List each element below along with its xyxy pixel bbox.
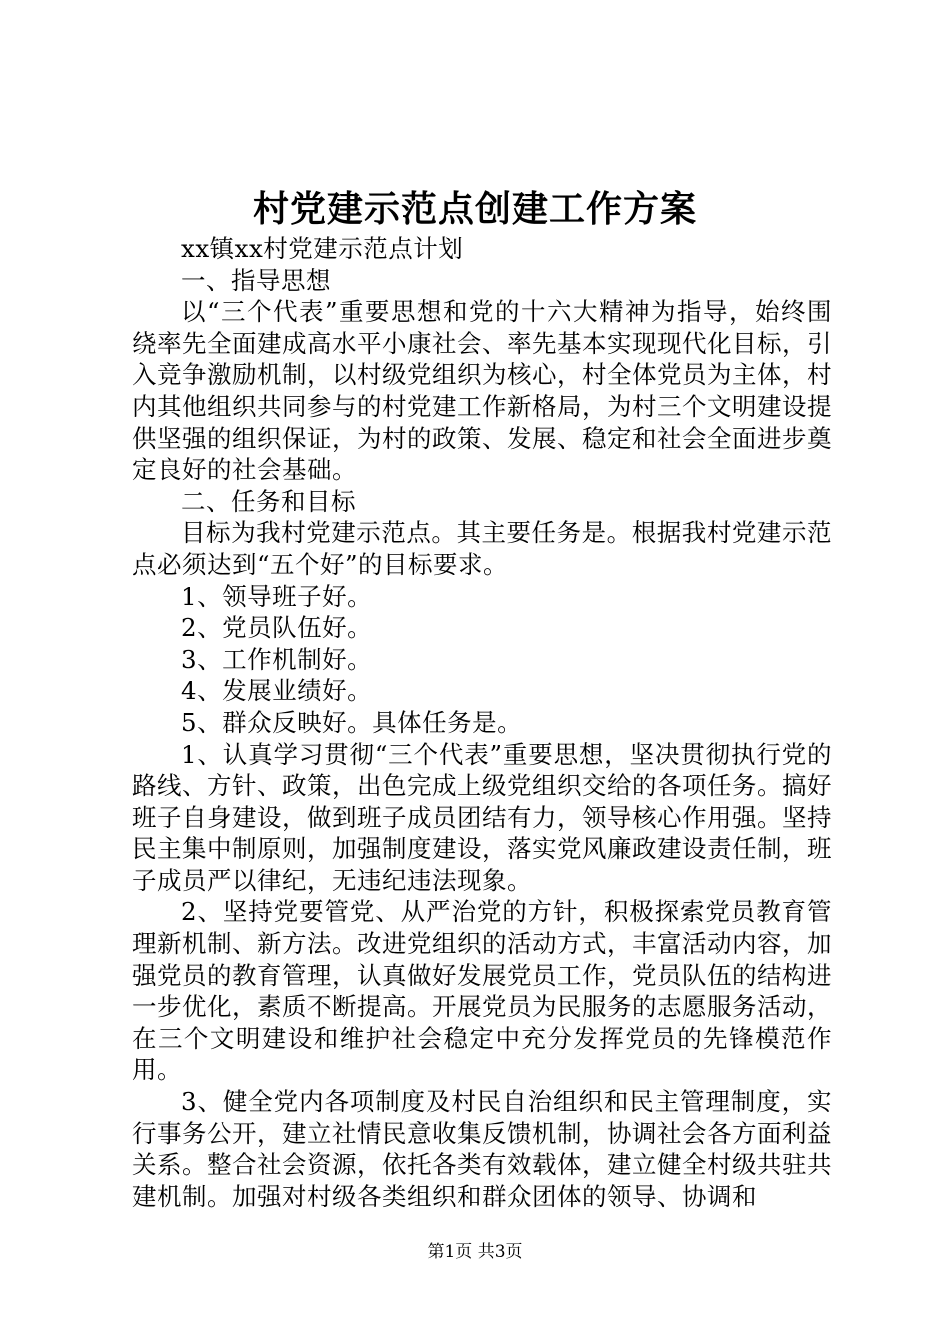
list-item-goal-1: 1、领导班子好。 [181,581,373,611]
paragraph-task-3: 3、健全党内各项制度及村民自治组织和民主管理制度，实行事务公开，建立社情民意收集反馈机制，协调社会各方面利益关系。整合社会资源，依托各类有效载体，建立健全村级共驻共建机制。加强对村级各类组织和群众团体的领导、协调和 [132,1087,832,1211]
list-item-goal-4: 4、发展业绩好。 [181,676,373,706]
paragraph-guiding-ideology: 以“三个代表”重要思想和党的十六大精神为指导，始终围绕率先全面建成高水平小康社会、率先基本实现现代化目标，引入竞争激励机制，以村级党组织为核心，村全体党员为主体，村内其他组织共同参与的村党建工作新格局，为村三个文明建设提供坚强的组织保证，为村的政策、发展、稳定和社会全面进步奠定良好的社会基础。 [132,297,832,485]
section-heading-guiding-ideology: 一、指导思想 [181,265,331,295]
section-heading-tasks-goals: 二、任务和目标 [181,486,356,516]
list-item-goal-5: 5、群众反映好。具体任务是。 [181,707,523,737]
paragraph-plan-heading: xx镇xx村党建示范点计划 [181,234,464,263]
paragraph-task-1: 1、认真学习贯彻“三个代表”重要思想，坚决贯彻执行党的路线、方针、政策，出色完成上级党组织交给的各项任务。搞好班子自身建设，做到班子成员团结有力，领导核心作用强。坚持民主集中制原则，加强制度建设，落实党风廉政建设责任制，班子成员严以律纪，无违纪违法现象。 [132,739,832,895]
list-item-goal-2: 2、党员队伍好。 [181,613,373,643]
page-footer: 第1页 共3页 [427,1242,523,1262]
list-item-goal-3: 3、工作机制好。 [181,644,373,674]
paragraph-task-2: 2、坚持党要管党、从严治党的方针，积极探索党员教育管理新机制、新方法。改进党组织的活动方式，丰富活动内容，加强党员的教育管理，认真做好发展党员工作，党员队伍的结构进一步优化，素质不断提高。开展党员为民服务的志愿服务活动，在三个文明建设和维护社会稳定中充分发挥党员的先锋模范作用。 [132,897,832,1085]
paragraph-goal: 目标为我村党建示范点。其主要任务是。根据我村党建示范点必须达到“五个好”的目标要求。 [132,518,832,579]
document-title: 村党建示范点创建工作方案 [252,188,697,230]
document-body [132,233,832,1212]
